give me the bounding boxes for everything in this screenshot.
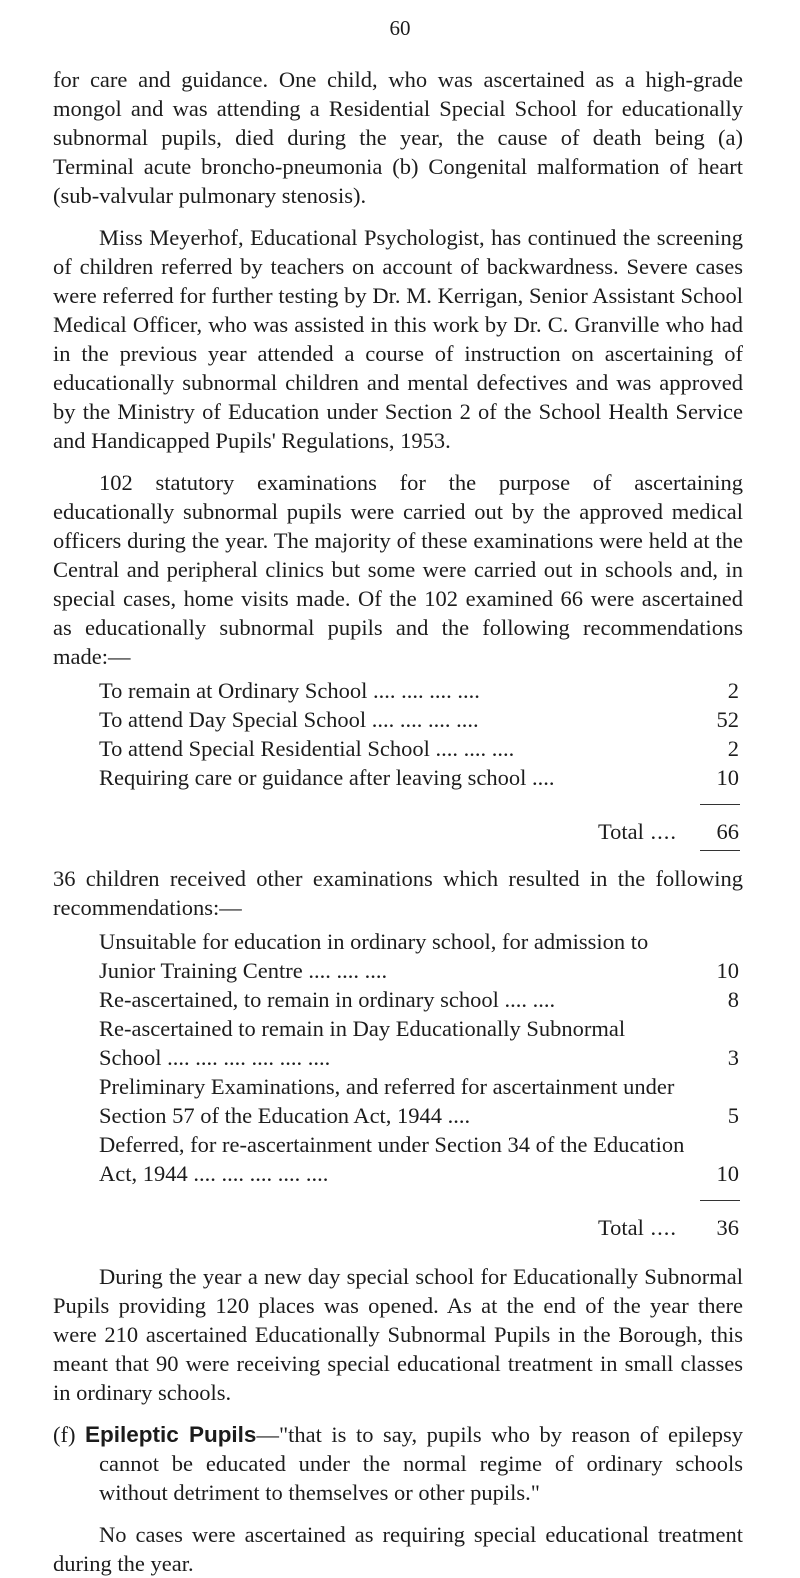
recommendations-list-2 (99, 927, 739, 1188)
recommendations-list-1 (99, 676, 739, 792)
paragraph-no-cases: No cases were ascertained as requiring special educational treatment during the year. (53, 1522, 743, 1576)
total-value: 36 (716, 1215, 739, 1240)
recommendation-value: 10 (716, 765, 739, 790)
section-epileptic-pupils (53, 1420, 743, 1507)
recommendation-row (99, 1014, 739, 1072)
paragraph-new-day-school: During the year a new day special school for Educationally Subnormal Pupils providing 120 places was opened. As at the end of the year there were 210 ascertained Educationally Subnormal Pupils in the Borough, this meant that 90 were receiving special educational treatment in small classes in ordinary schools. (53, 1264, 743, 1405)
recommendation-label: Re-ascertained, to remain in ordinary school .... .... (99, 987, 556, 1012)
recommendation-row (99, 1130, 739, 1188)
section-definition: —"that is to say, pupils who by reason of epilepsy cannot be educated under the normal regime of ordinary schools without detriment to themselves or other pupils." (99, 1422, 744, 1505)
paragraph-psychologist: Miss Meyerhof, Educational Psychologist, has continued the screening of children referred by teachers on account of backwardness. Severe cases were referred for further testing by Dr. M. Kerrigan, Senior Assistant School Medical Officer, who was assisted in this work by Dr. C. Granville who had in the previous year attended a course of instruction on ascertaining of educationally subnormal children and mental defectives and was approved by the Ministry of Education under Section 2 of the School Health Service and Handicapped Pupils' Regulations, 1953. (53, 225, 743, 453)
total-row-2 (53, 1213, 739, 1242)
recommendation-row (99, 985, 739, 1014)
total-label: Total .... (598, 1213, 677, 1242)
recommendation-value: 3 (727, 1045, 739, 1070)
recommendation-label: To remain at Ordinary School .... .... .... .... (99, 678, 480, 703)
total-rule (700, 1200, 740, 1201)
total-value: 66 (716, 819, 739, 844)
recommendation-value: 52 (716, 707, 739, 732)
total-row-1 (53, 817, 739, 846)
recommendation-value: 2 (727, 678, 739, 703)
recommendation-value: 2 (727, 736, 739, 761)
recommendation-value: 5 (727, 1103, 739, 1128)
recommendation-label: Deferred, for re-ascertainment under Section 34 of the Education Act, 1944 .... .... .... .... .... (99, 1132, 685, 1186)
recommendation-row (99, 676, 739, 705)
recommendation-value: 10 (716, 958, 739, 983)
recommendation-row (99, 927, 739, 985)
paragraph-other-examinations: 36 children received other examinations which resulted in the following recommendations:— (53, 866, 743, 920)
page-body (53, 65, 743, 1578)
recommendation-label: Unsuitable for education in ordinary school, for admission to Junior Training Centre .... .... .... (99, 929, 649, 983)
recommendation-label: Preliminary Examinations, and referred for ascertainment under Section 57 of the Education Act, 1944 .... (99, 1074, 675, 1128)
section-marker: (f) (53, 1422, 76, 1447)
recommendation-row (99, 705, 739, 734)
total-rule (700, 804, 740, 805)
section-heading: Epileptic Pupils (85, 1422, 257, 1447)
total-label: Total .... (598, 817, 677, 846)
recommendation-label: Requiring care or guidance after leaving school .... (99, 765, 555, 790)
recommendation-label: To attend Day Special School .... .... .... .... (99, 707, 479, 732)
recommendation-label: To attend Special Residential School .... .... .... (99, 736, 515, 761)
recommendation-value: 8 (727, 987, 739, 1012)
recommendation-row (99, 1072, 739, 1130)
recommendation-row (99, 763, 739, 792)
page-number: 60 (389, 16, 411, 40)
recommendation-value: 10 (716, 1161, 739, 1186)
total-rule (700, 850, 740, 851)
recommendation-row (99, 734, 739, 763)
recommendation-label: Re-ascertained to remain in Day Educationally Subnormal School .... .... .... .... .... .... (99, 1016, 626, 1070)
paragraph-care-guidance: for care and guidance. One child, who was ascertained as a high-grade mongol and was attending a Residential Special School for educationally subnormal pupils, died during the year, the cause of death being (a) Terminal acute broncho-pneumonia (b) Congenital malformation of heart (sub-valvular pulmonary stenosis). (53, 67, 743, 208)
paragraph-statutory-examinations: 102 statutory examinations for the purpose of ascertaining educationally subnormal pupils were carried out by the approved medical officers during the year. The majority of these examinations were held at the Central and peripheral clinics but some were carried out in schools and, in special cases, home visits made. Of the 102 examined 66 were ascertained as educationally subnormal pupils and the following recommendations made:— (53, 470, 743, 669)
